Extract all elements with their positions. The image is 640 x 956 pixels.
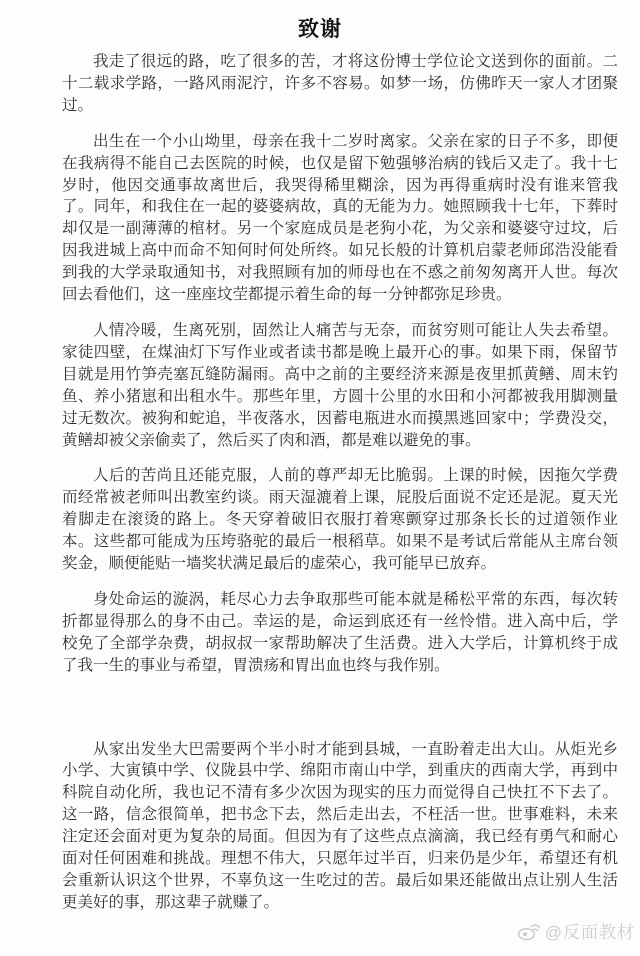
document-body <box>62 51 618 914</box>
paragraph: 人后的苦尚且还能克服，人前的尊严却无比脆弱。上课的时候，因拖欠学费而经常被老师叫出教室约谈。雨天湿漉着上课，屁股后面说不定还是泥。夏天光着脚走在滚烫的路上。冬天穿着破旧衣服打着寒颤穿过那条长长的过道领作业本。这些都可能成为压垮骆驼的最后一根稻草。如果不是考试后常能从主席台领奖金，顺便能贴一墙奖状满足最后的虚荣心，我可能早已放弃。 <box>62 467 618 573</box>
page-title: 致谢 <box>298 18 342 41</box>
paragraph: 出生在一个小山坳里，母亲在我十二岁时离家。父亲在家的日子不多，即便在我病得不能自己去医院的时候，也仅是留下勉强够治病的钱后又走了。我十七岁时，他因交通事故离世后，我哭得稀里糊涂，因为再得重病时没有谁来管我了。同年，和我住在一起的婆婆病故，真的无能为力。她照顾我十七年，下葬时却仅是一副薄薄的棺材。另一个家庭成员是老狗小花，为父亲和婆婆守过坟，后因我进城上高中而命不知何时何处所终。如兄长般的计算机启蒙老师邱浩没能看到我的大学录取通知书，对我照顾有加的师母也在不惑之前匆匆离开人世。每次回去看他们，这一座座坟茔都提示着生命的每一分钟都弥足珍贵。 <box>62 132 618 304</box>
watermark <box>517 918 635 943</box>
paragraph: 身处命运的漩涡，耗尽心力去争取那些可能本就是稀松平常的东西，每次转折都显得那么的身不由己。幸运的是，命运到底还有一丝怜惜。进入高中后，学校免了全部学杂费，胡叔叔一家帮助解决了生活费。进入大学后，计算机终于成了我一生的事业与希望，胃溃疡和胃出血也终与我作别。 <box>62 590 618 674</box>
watermark-handle: @反面教材 <box>544 923 635 942</box>
paragraph: 人情冷暖，生离死别，固然让人痛苦与无奈，而贫穷则可能让人失去希望。家徒四壁，在煤油灯下写作业或者读书都是晚上最开心的事。如果下雨，保留节目就是用竹笋壳塞瓦缝防漏雨。高中之前的主要经济来源是夜里抓黄鳝、周末钓鱼、养小猪崽和出租水牛。那些年里，方圆十公里的水田和小河都被我用脚测量过无数次。被狗和蛇追，半夜落水，因蓄电瓶进水而摸黑逃回家中；学费没交，黄鳝却被父亲偷卖了，然后买了肉和酒，都是难以避免的事。 <box>62 321 618 449</box>
paragraph: 从家出发坐大巴需要两个半小时才能到县城，一直盼着走出大山。从炬光乡小学、大寅镇中学、仪陇县中学、绵阳市南山中学，到重庆的西南大学，再到中科院自动化所，我也记不清有多少次因为现实的压力而觉得自己快扛不下去了。这一路，信念很简单，把书念下去，然后走出去，不枉活一世。世事难料，未来注定还会面对更为复杂的局面。但因为有了这些点点滴滴，我已经有勇气和耐心面对任何困难和挑战。理想不伟大，只愿年过半百，归来仍是少年，希望还有机会重新认识这个世界，不辜负这一生吃过的苦。最后如果还能做出点让别人生活更美好的事，那这辈子就赚了。 <box>62 740 618 911</box>
weibo-icon <box>517 921 541 941</box>
paragraph: 我走了很远的路，吃了很多的苦，才将这份博士学位论文送到你的面前。二十二载求学路，一路风雨泥泞，许多不容易。如梦一场，仿佛昨天一家人才团聚过。 <box>62 53 618 114</box>
